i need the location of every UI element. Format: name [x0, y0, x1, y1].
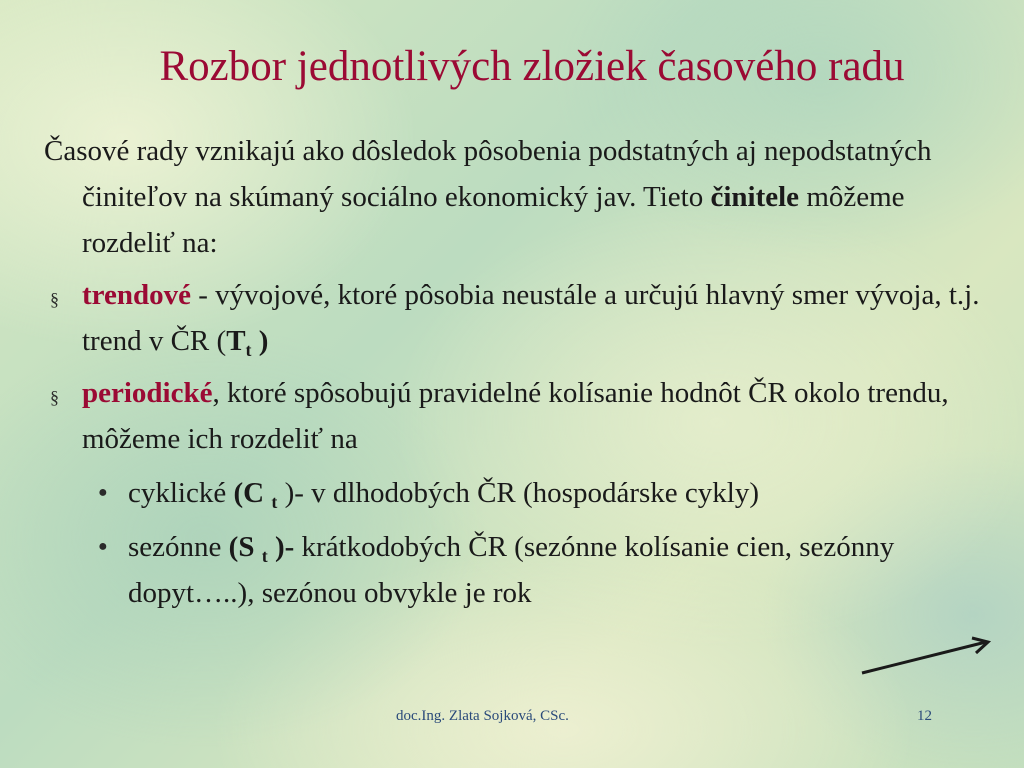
season-subscript: t [261, 546, 268, 566]
intro-text-2: môžeme rozdeliť na: [82, 181, 905, 259]
bullet-text: , ktoré spôsobujú pravidelné kolísanie hodnôt ČR okolo trendu, môžeme ich rozdeliť na [82, 377, 949, 455]
cycle-symbol: (C [233, 477, 272, 509]
sub-bullet-text-1: sezónne [128, 531, 229, 563]
round-bullet-icon: ● [98, 538, 108, 555]
trend-subscript: t [245, 340, 252, 360]
intro-text-1: Časové rady vznikajú ako dôsledok pôsobenia podstatných aj nepodstatných činiteľov na skúmaný sociálno ekonomický jav. Tieto [44, 135, 932, 213]
sub-bullet-text-2: )- v dlhodobých ČR (hospodárske cykly) [277, 477, 759, 509]
round-bullet-icon: ● [98, 484, 108, 501]
cycle-subscript: t [271, 492, 278, 512]
page-number: 12 [917, 708, 932, 724]
bullet-term: periodické [82, 377, 213, 409]
bullet-text: - vývojové, ktoré pôsobia neustále a určujú hlavný smer vývoja, t.j. trend v ČR ( [82, 279, 980, 357]
footer-author: doc.Ing. Zlata Sojková, CSc. [396, 708, 569, 724]
trend-symbol: T [226, 325, 246, 357]
slide-footer [0, 708, 1024, 732]
trend-close: ) [251, 325, 269, 357]
sub-bullet-text-1: cyklické [128, 477, 234, 509]
slide-title: Rozbor jednotlivých zložiek časového radu [159, 43, 905, 90]
intro-bold-term: činitele [710, 181, 800, 213]
season-symbol: (S [228, 531, 262, 563]
season-close: )- [267, 531, 295, 563]
arrow-shaft [862, 642, 986, 673]
bullet-term: trendové [82, 279, 192, 311]
sub-bullet-text-2: krátkodobých ČR (sezónne kolísanie cien, sezónny dopyt…..), sezónou obvykle je rok [128, 531, 895, 609]
section-bullet-icon: § [50, 387, 59, 407]
section-bullet-icon: § [50, 289, 59, 309]
